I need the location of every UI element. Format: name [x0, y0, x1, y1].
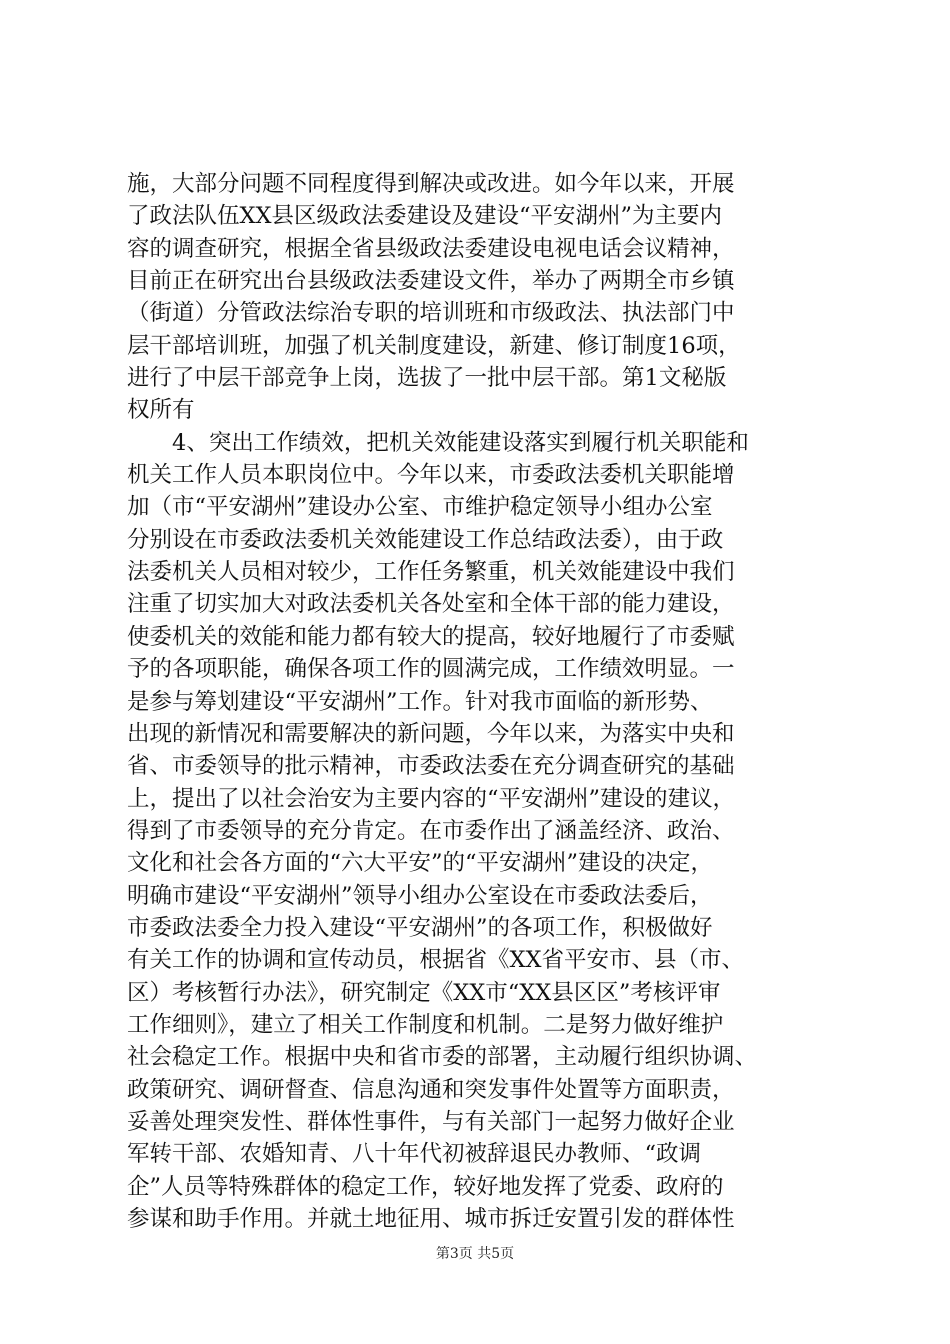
- text-line: 上，提出了以社会治安为主要内容的“平安湖州”建设的建议，: [127, 785, 736, 812]
- text-line: 加（市“平安湖州”建设办公室、市维护稳定领导小组办公室: [127, 494, 713, 521]
- text-line: 层干部培训班，加强了机关制度建设，新建、修订制度16项，: [127, 332, 741, 359]
- text-line: （街道）分管政法综治专职的培训班和市级政法、执法部门中: [127, 300, 735, 327]
- text-line: 4、突出工作绩效，把机关效能建设落实到履行机关职能和: [127, 429, 749, 456]
- text-line: 容的调查研究，根据全省县级政法委建设电视电话会议精神，: [127, 235, 735, 262]
- text-line: 省、市委领导的批示精神，市委政法委在充分调查研究的基础: [127, 753, 735, 780]
- text-line: 进行了中层干部竞争上岗，选拔了一批中层干部。第1文秘版: [127, 365, 727, 392]
- text-line: 了政法队伍XX县区级政法委建设及建设“平安湖州”为主要内: [127, 203, 723, 230]
- page-footer: 第3页 共5页: [435, 1246, 515, 1262]
- text-line: 法委机关人员相对较少，工作任务繁重，机关效能建设中我们: [127, 559, 735, 586]
- text-line: 目前正在研究出台县级政法委建设文件，举办了两期全市乡镇: [127, 268, 735, 295]
- text-line: 军转干部、农婚知青、八十年代初被辞退民办教师、“政调: [127, 1141, 702, 1168]
- text-line: 参谋和助手作用。并就土地征用、城市拆迁安置引发的群体性: [127, 1206, 735, 1232]
- text-line: 有关工作的协调和宣传动员，根据省《XX省平安市、县（市、: [127, 947, 745, 974]
- text-line: 施，大部分问题不同程度得到解决或改进。如今年以来，开展: [127, 171, 735, 197]
- text-line: 得到了市委领导的充分肯定。在市委作出了涵盖经济、政治、: [127, 817, 735, 844]
- text-line: 文化和社会各方面的“六大平安”的“平安湖州”建设的决定，: [127, 850, 714, 877]
- text-line: 工作细则》，建立了相关工作制度和机制。二是努力做好维护: [127, 1011, 724, 1038]
- text-line: 市委政法委全力投入建设“平安湖州”的各项工作，积极做好: [127, 914, 713, 941]
- text-line: 政策研究、调研督查、信息沟通和突发事件处置等方面职责，: [127, 1076, 735, 1103]
- text-line: 企”人员等特殊群体的稳定工作，较好地发挥了党委、政府的: [127, 1173, 724, 1200]
- text-line: 使委机关的效能和能力都有较大的提高，较好地履行了市委赋: [127, 623, 735, 650]
- text-line: 出现的新情况和需要解决的新问题，今年以来，为落实中央和: [127, 720, 735, 747]
- document-body: [127, 168, 837, 1235]
- text-line: 是参与筹划建设“平安湖州”工作。针对我市面临的新形势、: [127, 688, 713, 715]
- text-line: 权所有: [127, 397, 195, 424]
- text-line: 机关工作人员本职岗位中。今年以来，市委政法委机关职能增: [127, 462, 735, 489]
- text-line: 区）考核暂行办法》，研究制定《XX市“XX县区区”考核评审: [127, 979, 721, 1006]
- text-line: 明确市建设“平安湖州”领导小组办公室设在市委政法委后，: [127, 882, 713, 909]
- text-line: 社会稳定工作。根据中央和省市委的部署，主动履行组织协调、: [127, 1044, 758, 1071]
- text-line: 注重了切实加大对政法委机关各处室和全体干部的能力建设，: [127, 591, 735, 618]
- text-line: 妥善处理突发性、群体性事件，与有关部门一起努力做好企业: [127, 1108, 735, 1135]
- text-line: 分别设在市委政法委机关效能建设工作总结政法委），由于政: [127, 526, 724, 553]
- text-line: 予的各项职能，确保各项工作的圆满完成，工作绩效明显。一: [127, 656, 735, 683]
